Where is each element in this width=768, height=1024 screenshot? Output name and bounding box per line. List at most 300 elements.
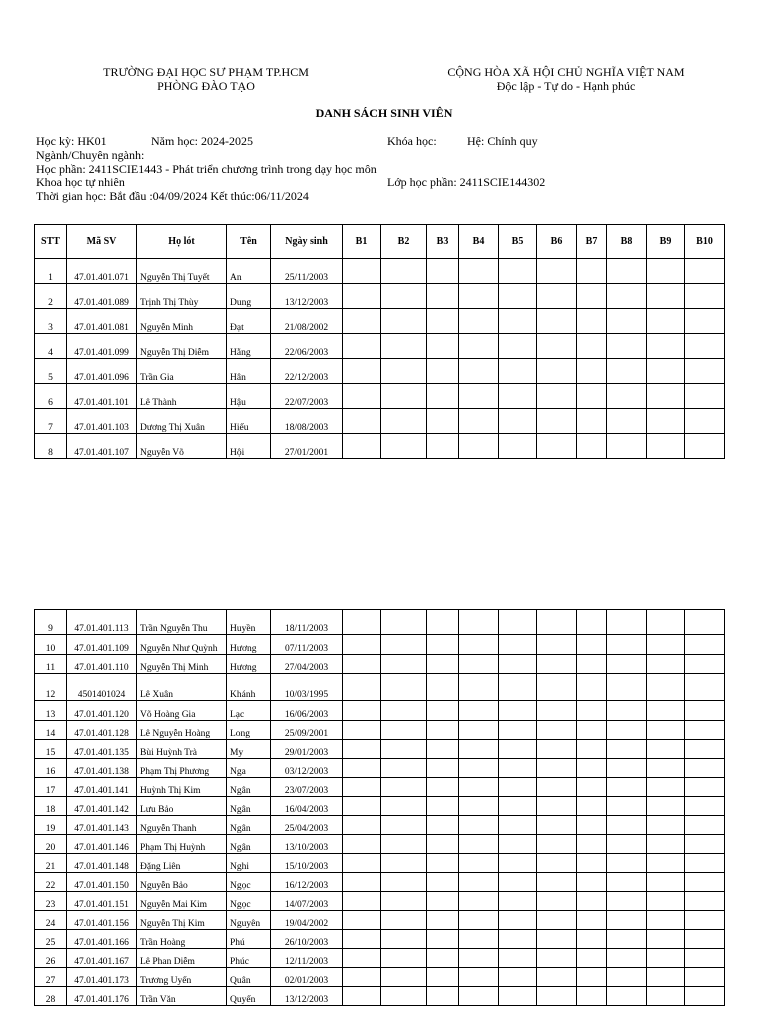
score-cell — [459, 654, 499, 674]
score-cell — [381, 949, 427, 968]
student-id: 47.01.401.109 — [67, 635, 137, 655]
score-cell — [607, 654, 647, 674]
column-header: B2 — [381, 225, 427, 259]
score-cell — [537, 835, 577, 854]
row-number: 5 — [35, 359, 67, 384]
row-number: 11 — [35, 654, 67, 674]
first-name: Hương — [227, 654, 271, 674]
last-middle-name: Nguyễn Thị Kim — [137, 911, 227, 930]
score-cell — [459, 816, 499, 835]
student-id: 47.01.401.143 — [67, 816, 137, 835]
national-title: CỘNG HÒA XÃ HỘI CHỦ NGHĨA VIỆT NAM — [447, 65, 685, 79]
score-cell — [427, 359, 459, 384]
score-cell — [343, 873, 381, 892]
student-id: 47.01.401.071 — [67, 259, 137, 284]
score-cell — [537, 309, 577, 334]
score-cell — [499, 854, 537, 873]
first-name: Dung — [227, 284, 271, 309]
score-cell — [381, 987, 427, 1006]
score-cell — [577, 654, 607, 674]
score-cell — [537, 721, 577, 740]
last-middle-name: Nguyễn Thị Tuyết — [137, 259, 227, 284]
last-middle-name: Lê Xuân — [137, 674, 227, 701]
national-motto: Độc lập - Tự do - Hạnh phúc — [496, 79, 636, 93]
table-row — [35, 740, 725, 759]
first-name: Ngân — [227, 778, 271, 797]
student-id: 47.01.401.176 — [67, 987, 137, 1006]
row-number: 26 — [35, 949, 67, 968]
score-cell — [427, 930, 459, 949]
score-cell — [685, 284, 725, 309]
score-cell — [459, 968, 499, 987]
first-name: Ngân — [227, 835, 271, 854]
score-cell — [647, 359, 685, 384]
score-cell — [381, 284, 427, 309]
student-table-page-1 — [34, 224, 725, 459]
row-number: 27 — [35, 968, 67, 987]
score-cell — [577, 384, 607, 409]
score-cell — [343, 778, 381, 797]
column-header: B6 — [537, 225, 577, 259]
student-id: 47.01.401.089 — [67, 284, 137, 309]
row-number: 20 — [35, 835, 67, 854]
score-cell — [427, 701, 459, 721]
score-cell — [607, 701, 647, 721]
score-cell — [577, 930, 607, 949]
last-middle-name: Dương Thị Xuân — [137, 409, 227, 434]
first-name: Long — [227, 721, 271, 740]
last-middle-name: Bùi Huỳnh Trà — [137, 740, 227, 759]
score-cell — [343, 635, 381, 655]
score-cell — [607, 797, 647, 816]
score-cell — [607, 835, 647, 854]
first-name: Hiếu — [227, 409, 271, 434]
score-cell — [343, 816, 381, 835]
score-cell — [427, 968, 459, 987]
score-cell — [685, 987, 725, 1006]
score-cell — [647, 873, 685, 892]
table-row — [35, 359, 725, 384]
score-cell — [577, 259, 607, 284]
score-cell — [427, 674, 459, 701]
score-cell — [647, 778, 685, 797]
score-cell — [459, 284, 499, 309]
score-cell — [537, 409, 577, 434]
column-header: Mã SV — [67, 225, 137, 259]
birth-date: 16/06/2003 — [271, 701, 343, 721]
score-cell — [685, 384, 725, 409]
score-cell — [577, 334, 607, 359]
birth-date: 13/10/2003 — [271, 835, 343, 854]
score-cell — [647, 968, 685, 987]
document-title: DANH SÁCH SINH VIÊN — [315, 106, 453, 120]
score-cell — [499, 816, 537, 835]
score-cell — [647, 384, 685, 409]
first-name: Ngọc — [227, 892, 271, 911]
last-middle-name: Huỳnh Thị Kim — [137, 778, 227, 797]
score-cell — [607, 635, 647, 655]
department-name: PHÒNG ĐÀO TẠO — [157, 79, 255, 93]
score-cell — [577, 610, 607, 635]
score-cell — [685, 334, 725, 359]
table-row — [35, 911, 725, 930]
school-name: TRƯỜNG ĐẠI HỌC SƯ PHẠM TP.HCM — [103, 65, 309, 79]
score-cell — [499, 610, 537, 635]
score-cell — [381, 384, 427, 409]
student-id: 47.01.401.141 — [67, 778, 137, 797]
column-header: B7 — [577, 225, 607, 259]
score-cell — [537, 854, 577, 873]
score-cell — [381, 309, 427, 334]
first-name: Ngọc — [227, 873, 271, 892]
score-cell — [343, 654, 381, 674]
score-cell — [381, 259, 427, 284]
score-cell — [499, 930, 537, 949]
score-cell — [647, 797, 685, 816]
score-cell — [607, 610, 647, 635]
score-cell — [607, 740, 647, 759]
score-cell — [381, 721, 427, 740]
score-cell — [427, 987, 459, 1006]
table-row — [35, 873, 725, 892]
birth-date: 12/11/2003 — [271, 949, 343, 968]
score-cell — [577, 816, 607, 835]
score-cell — [647, 309, 685, 334]
score-cell — [685, 359, 725, 384]
score-cell — [537, 949, 577, 968]
student-id: 47.01.401.103 — [67, 409, 137, 434]
score-cell — [459, 740, 499, 759]
score-cell — [499, 987, 537, 1006]
table-row — [35, 674, 725, 701]
score-cell — [459, 259, 499, 284]
student-id: 47.01.401.135 — [67, 740, 137, 759]
score-cell — [381, 797, 427, 816]
score-cell — [499, 284, 537, 309]
score-cell — [647, 654, 685, 674]
score-cell — [537, 816, 577, 835]
score-cell — [577, 721, 607, 740]
score-cell — [427, 873, 459, 892]
score-cell — [537, 968, 577, 987]
last-middle-name: Nguyễn Minh — [137, 309, 227, 334]
score-cell — [685, 740, 725, 759]
score-cell — [647, 259, 685, 284]
student-id: 47.01.401.146 — [67, 835, 137, 854]
last-middle-name: Đặng Liên — [137, 854, 227, 873]
score-cell — [537, 359, 577, 384]
score-cell — [607, 911, 647, 930]
last-middle-name: Trần Nguyễn Thu — [137, 610, 227, 635]
table-row — [35, 610, 725, 635]
score-cell — [381, 610, 427, 635]
score-cell — [607, 778, 647, 797]
student-id: 47.01.401.142 — [67, 797, 137, 816]
table-row — [35, 987, 725, 1006]
score-cell — [607, 892, 647, 911]
row-number: 16 — [35, 759, 67, 778]
score-cell — [685, 409, 725, 434]
score-cell — [427, 259, 459, 284]
score-cell — [381, 740, 427, 759]
score-cell — [499, 259, 537, 284]
score-cell — [459, 721, 499, 740]
table-row — [35, 284, 725, 309]
student-id: 47.01.401.113 — [67, 610, 137, 635]
first-name: Nguyên — [227, 911, 271, 930]
score-cell — [577, 949, 607, 968]
info-he: Hệ: Chính quy — [467, 134, 538, 148]
score-cell — [427, 384, 459, 409]
score-cell — [577, 968, 607, 987]
birth-date: 07/11/2003 — [271, 635, 343, 655]
score-cell — [459, 911, 499, 930]
score-cell — [647, 334, 685, 359]
score-cell — [427, 911, 459, 930]
score-cell — [459, 873, 499, 892]
score-cell — [685, 610, 725, 635]
score-cell — [685, 259, 725, 284]
birth-date: 03/12/2003 — [271, 759, 343, 778]
score-cell — [577, 434, 607, 459]
row-number: 25 — [35, 930, 67, 949]
birth-date: 21/08/2002 — [271, 309, 343, 334]
score-cell — [607, 930, 647, 949]
last-middle-name: Trương Uyến — [137, 968, 227, 987]
row-number: 15 — [35, 740, 67, 759]
score-cell — [459, 384, 499, 409]
birth-date: 26/10/2003 — [271, 930, 343, 949]
student-id: 47.01.401.101 — [67, 384, 137, 409]
first-name: Đạt — [227, 309, 271, 334]
score-cell — [381, 359, 427, 384]
score-cell — [607, 968, 647, 987]
birth-date: 19/04/2002 — [271, 911, 343, 930]
birth-date: 22/06/2003 — [271, 334, 343, 359]
score-cell — [381, 654, 427, 674]
table-row — [35, 892, 725, 911]
last-middle-name: Lê Phan Diễm — [137, 949, 227, 968]
score-cell — [685, 949, 725, 968]
score-cell — [343, 740, 381, 759]
score-cell — [537, 284, 577, 309]
table-row — [35, 701, 725, 721]
score-cell — [459, 797, 499, 816]
birth-date: 10/03/1995 — [271, 674, 343, 701]
score-cell — [499, 309, 537, 334]
table-row — [35, 930, 725, 949]
birth-date: 25/04/2003 — [271, 816, 343, 835]
row-number: 14 — [35, 721, 67, 740]
info-nganh: Ngành/Chuyên ngành: — [36, 148, 145, 162]
score-cell — [607, 816, 647, 835]
score-cell — [343, 701, 381, 721]
table-row — [35, 778, 725, 797]
score-cell — [537, 892, 577, 911]
last-middle-name: Nguyễn Bảo — [137, 873, 227, 892]
score-cell — [381, 635, 427, 655]
info-lop-hoc-phan: Lớp học phần: 2411SCIE144302 — [387, 175, 546, 189]
score-cell — [607, 309, 647, 334]
table-row — [35, 949, 725, 968]
score-cell — [577, 835, 607, 854]
last-middle-name: Phạm Thị Phương — [137, 759, 227, 778]
score-cell — [427, 854, 459, 873]
last-middle-name: Nguyễn Mai Kim — [137, 892, 227, 911]
info-hoc-phan: Học phần: 2411SCIE1443 - Phát triển chương trình trong dạy học môn — [36, 162, 377, 176]
score-cell — [381, 892, 427, 911]
first-name: Phú — [227, 930, 271, 949]
table-row — [35, 835, 725, 854]
score-cell — [427, 434, 459, 459]
score-cell — [459, 759, 499, 778]
row-number: 3 — [35, 309, 67, 334]
birth-date: 02/01/2003 — [271, 968, 343, 987]
score-cell — [343, 835, 381, 854]
score-cell — [427, 778, 459, 797]
score-cell — [685, 968, 725, 987]
score-cell — [647, 674, 685, 701]
table-row — [35, 816, 725, 835]
column-header: B9 — [647, 225, 685, 259]
table-row — [35, 409, 725, 434]
score-cell — [537, 930, 577, 949]
info-khoa-hoc: Khóa học: — [387, 134, 437, 148]
info-hoc-phan-cont: Khoa học tự nhiên — [36, 175, 125, 189]
score-cell — [343, 259, 381, 284]
score-cell — [577, 635, 607, 655]
score-cell — [381, 873, 427, 892]
first-name: Hằng — [227, 334, 271, 359]
table-row — [35, 384, 725, 409]
last-middle-name: Trịnh Thị Thùy — [137, 284, 227, 309]
score-cell — [685, 797, 725, 816]
score-cell — [685, 701, 725, 721]
score-cell — [343, 409, 381, 434]
row-number: 12 — [35, 674, 67, 701]
score-cell — [607, 987, 647, 1006]
student-id: 47.01.401.156 — [67, 911, 137, 930]
score-cell — [381, 930, 427, 949]
score-cell — [427, 835, 459, 854]
row-number: 13 — [35, 701, 67, 721]
score-cell — [577, 873, 607, 892]
score-cell — [577, 284, 607, 309]
last-middle-name: Nguyễn Như Quỳnh — [137, 635, 227, 655]
score-cell — [459, 409, 499, 434]
info-nam-hoc: Năm học: 2024-2025 — [151, 134, 253, 148]
birth-date: 15/10/2003 — [271, 854, 343, 873]
score-cell — [577, 740, 607, 759]
score-cell — [685, 778, 725, 797]
score-cell — [343, 334, 381, 359]
score-cell — [381, 778, 427, 797]
score-cell — [647, 701, 685, 721]
first-name: My — [227, 740, 271, 759]
score-cell — [647, 892, 685, 911]
score-cell — [647, 740, 685, 759]
score-cell — [499, 759, 537, 778]
table-row — [35, 797, 725, 816]
score-cell — [459, 701, 499, 721]
row-number: 8 — [35, 434, 67, 459]
first-name: Hương — [227, 635, 271, 655]
score-cell — [343, 949, 381, 968]
row-number: 21 — [35, 854, 67, 873]
table-row — [35, 259, 725, 284]
score-cell — [381, 409, 427, 434]
score-cell — [381, 968, 427, 987]
last-middle-name: Lê Thành — [137, 384, 227, 409]
score-cell — [343, 968, 381, 987]
score-cell — [427, 635, 459, 655]
birth-date: 16/04/2003 — [271, 797, 343, 816]
score-cell — [647, 434, 685, 459]
score-cell — [343, 987, 381, 1006]
score-cell — [343, 284, 381, 309]
birth-date: 14/07/2003 — [271, 892, 343, 911]
score-cell — [577, 854, 607, 873]
score-cell — [537, 740, 577, 759]
score-cell — [381, 701, 427, 721]
first-name: Hội — [227, 434, 271, 459]
score-cell — [381, 816, 427, 835]
table-row — [35, 635, 725, 655]
student-id: 47.01.401.128 — [67, 721, 137, 740]
table-row — [35, 854, 725, 873]
score-cell — [459, 635, 499, 655]
last-middle-name: Võ Hoàng Gia — [137, 701, 227, 721]
score-cell — [647, 911, 685, 930]
last-middle-name: Nguyễn Thị Diễm — [137, 334, 227, 359]
column-header: Ngày sinh — [271, 225, 343, 259]
row-number: 10 — [35, 635, 67, 655]
score-cell — [647, 610, 685, 635]
student-id: 47.01.401.099 — [67, 334, 137, 359]
score-cell — [685, 911, 725, 930]
score-cell — [647, 816, 685, 835]
table-row — [35, 434, 725, 459]
score-cell — [607, 721, 647, 740]
score-cell — [577, 987, 607, 1006]
table-row — [35, 309, 725, 334]
score-cell — [499, 701, 537, 721]
score-cell — [537, 797, 577, 816]
score-cell — [427, 654, 459, 674]
score-cell — [685, 759, 725, 778]
row-number: 17 — [35, 778, 67, 797]
student-id: 47.01.401.150 — [67, 873, 137, 892]
score-cell — [343, 309, 381, 334]
first-name: Khánh — [227, 674, 271, 701]
first-name: Ngân — [227, 816, 271, 835]
birth-date: 16/12/2003 — [271, 873, 343, 892]
score-cell — [459, 835, 499, 854]
score-cell — [343, 674, 381, 701]
score-cell — [427, 409, 459, 434]
score-cell — [537, 635, 577, 655]
birth-date: 23/07/2003 — [271, 778, 343, 797]
score-cell — [537, 873, 577, 892]
last-middle-name: Trần Hoàng — [137, 930, 227, 949]
table-row — [35, 721, 725, 740]
score-cell — [537, 759, 577, 778]
score-cell — [499, 892, 537, 911]
score-cell — [577, 701, 607, 721]
column-header: B10 — [685, 225, 725, 259]
score-cell — [499, 721, 537, 740]
birth-date: 22/12/2003 — [271, 359, 343, 384]
